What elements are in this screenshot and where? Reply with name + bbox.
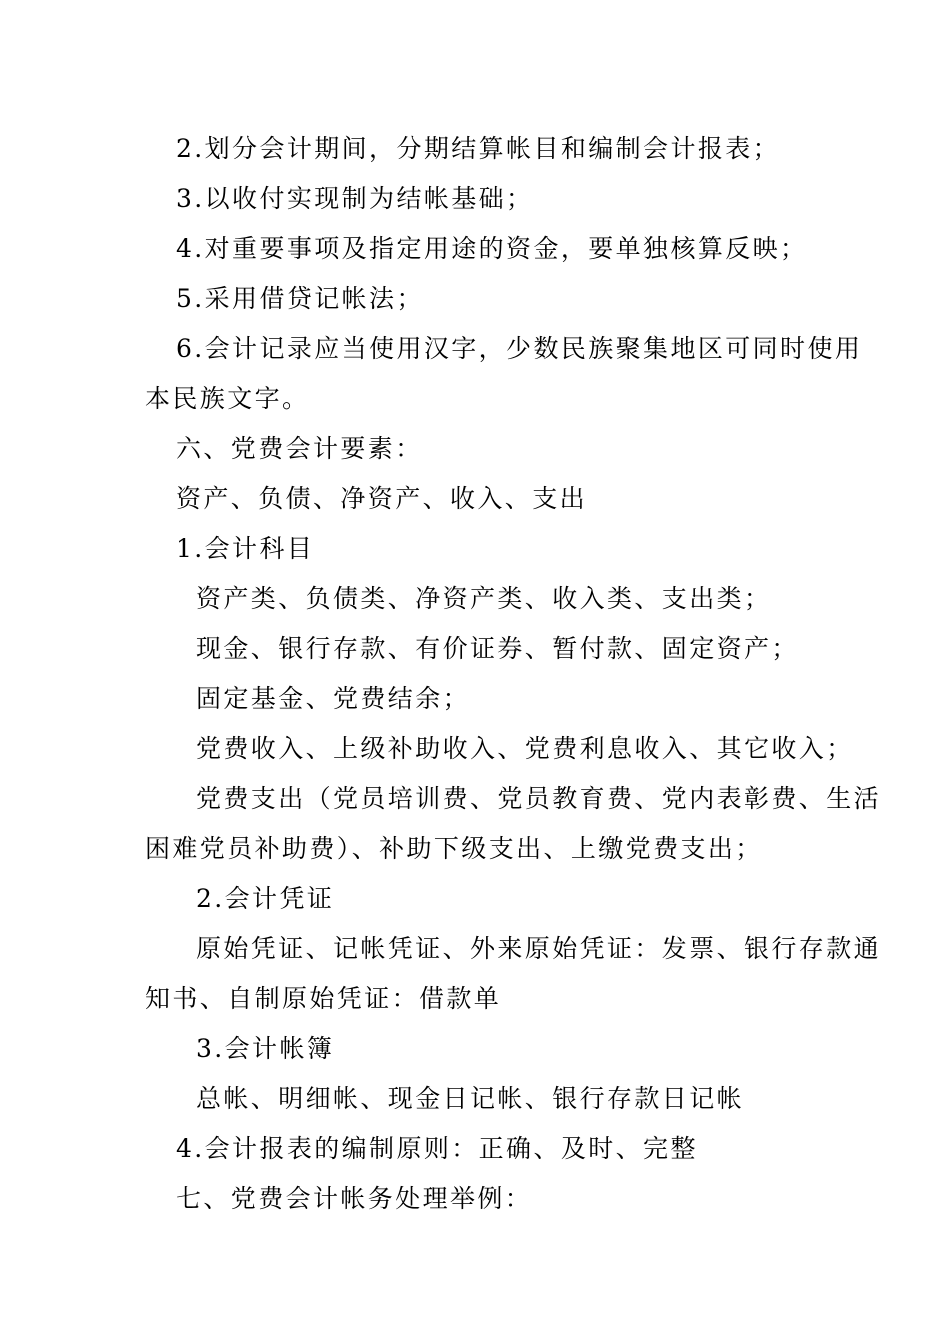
paragraph-line: 资产类、负债类、净资产类、收入类、支出类； — [196, 584, 772, 613]
paragraph-line: 2.划分会计期间，分期结算帐目和编制会计报表； — [176, 134, 781, 163]
paragraph-line: 固定基金、党费结余； — [196, 684, 471, 713]
paragraph-line: 原始凭证、记帐凭证、外来原始凭证：发票、银行存款通 — [196, 934, 882, 963]
paragraph-line: 党费收入、上级补助收入、党费利息收入、其它收入； — [196, 734, 854, 763]
paragraph-line: 本民族文字。 — [145, 384, 310, 413]
subsection-heading: 1.会计科目 — [176, 534, 315, 563]
paragraph-line: 知书、自制原始凭证：借款单 — [145, 984, 502, 1013]
section-heading: 七、党费会计帐务处理举例： — [176, 1184, 533, 1213]
paragraph-line: 3.以收付实现制为结帐基础； — [176, 184, 534, 213]
paragraph-line: 4.会计报表的编制原则：正确、及时、完整 — [176, 1134, 698, 1163]
paragraph-line: 现金、银行存款、有价证券、暂付款、固定资产； — [196, 634, 799, 663]
paragraph-line: 党费支出（党员培训费、党员教育费、党内表彰费、生活 — [196, 784, 882, 813]
paragraph-line: 资产、负债、净资产、收入、支出 — [176, 484, 588, 513]
subsection-heading: 3.会计帐簿 — [196, 1034, 335, 1063]
paragraph-line: 5.采用借贷记帐法； — [176, 284, 424, 313]
section-heading: 六、党费会计要素： — [176, 434, 423, 463]
subsection-heading: 2.会计凭证 — [196, 884, 335, 913]
paragraph-line: 4.对重要事项及指定用途的资金，要单独核算反映； — [176, 234, 808, 263]
paragraph-line: 困难党员补助费）、补助下级支出、上缴党费支出； — [145, 834, 763, 863]
paragraph-line: 总帐、明细帐、现金日记帐、银行存款日记帐 — [196, 1084, 745, 1113]
paragraph-line: 6.会计记录应当使用汉字，少数民族聚集地区可同时使用 — [176, 334, 863, 363]
